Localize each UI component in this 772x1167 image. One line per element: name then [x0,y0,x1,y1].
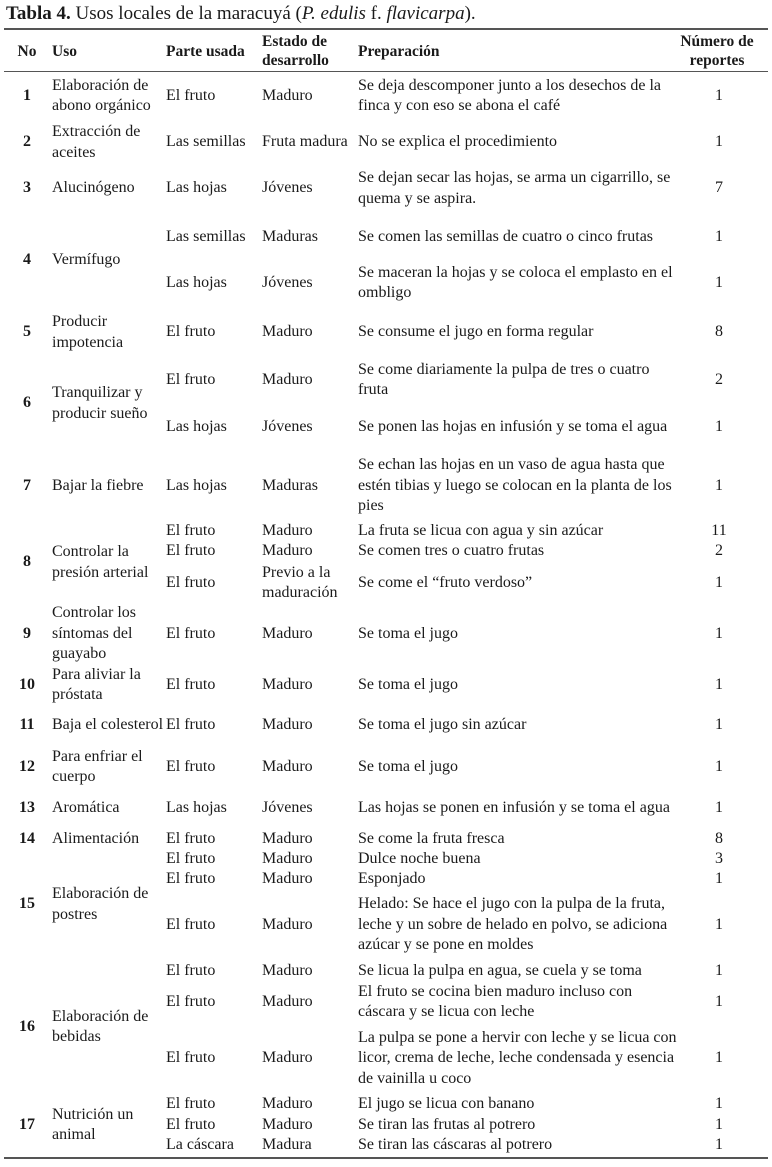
estado-cell-text: Maduro [262,849,313,867]
parte-usada-cell [166,849,260,869]
reportes-cell-text: 2 [715,542,723,560]
estado-cell-text: Maduro [262,522,313,540]
estado-cell-text: Maduro [262,675,313,693]
preparacion-cell [358,214,680,260]
estado-cell [262,451,356,521]
reportes-cell-text: 1 [715,1136,723,1154]
preparacion-cell [358,1135,680,1156]
row-number-text: 5 [23,323,31,341]
estado-cell [262,404,356,450]
reportes-cell [690,541,748,562]
uso-cell-text: Alucinógeno [52,179,135,197]
preparacion-cell-text: La pulpa se pone a hervir con leche y se licua con licor, crema de leche, leche condensada y esencia de vainilla u coco [358,1028,677,1087]
estado-cell-text: Jóvenes [262,179,313,197]
preparacion-cell [358,705,680,746]
estado-cell [262,121,356,164]
row-number-text: 6 [23,394,31,412]
preparacion-cell [358,869,680,890]
reportes-cell [690,1115,748,1135]
preparacion-cell [358,521,680,542]
reportes-cell [690,521,748,542]
reportes-cell-text: 1 [715,624,723,642]
parte-usada-cell-text: El fruto [166,1115,216,1133]
estado-cell-text: Maduro [262,1115,313,1133]
row-number-text: 13 [19,799,35,817]
caption-label: Tabla 4. [6,3,71,24]
estado-cell-text: Maduro [262,992,313,1010]
uso-cell [52,73,164,119]
preparacion-cell [358,357,680,403]
parte-usada-cell [166,562,260,604]
row-number [14,167,40,210]
preparacion-cell [358,829,680,849]
row-number-text: 15 [19,895,35,913]
preparacion-cell [358,890,680,960]
row-number [14,960,40,1094]
estado-cell-text: Maduro [262,624,313,642]
parte-usada-cell [166,167,260,210]
parte-usada-cell-text: El fruto [166,86,216,104]
reportes-cell-text: 1 [715,1115,723,1133]
row-number [14,849,40,960]
reportes-cell [690,788,748,829]
estado-cell-text: Maduro [262,1095,313,1113]
preparacion-cell [358,73,680,119]
uso-cell [52,214,164,306]
estado-cell [262,869,356,890]
row-number [14,604,40,664]
reportes-cell-text: 1 [715,133,723,151]
reportes-cell [690,1135,748,1156]
reportes-cell-text: 1 [715,915,723,933]
header-uso: Uso [52,42,77,60]
reportes-cell [690,167,748,210]
row-number [14,357,40,450]
uso-cell-text: Para aliviar la próstata [52,665,141,703]
parte-usada-cell [166,357,260,403]
estado-cell [262,1115,356,1135]
preparacion-cell-text: Se ponen las hojas en infusión y se toma el agua [358,417,668,435]
header-rule [4,71,768,72]
preparacion-cell-text: Se dejan secar las hojas, se arma un cigarrillo, se quema y se aspira. [358,169,671,207]
estado-cell [262,829,356,849]
parte-usada-cell [166,73,260,119]
reportes-cell [690,960,748,982]
row-number-text: 17 [19,1115,35,1133]
reportes-cell [690,260,748,306]
uso-cell [52,357,164,450]
preparacion-cell-text: Las hojas se ponen en infusión y se toma el agua [358,799,670,817]
preparacion-cell-text: La fruta se licua con agua y sin azúcar [358,522,604,540]
parte-usada-cell-text: Las hojas [166,799,227,817]
row-number [14,746,40,788]
preparacion-cell-text: Se consume el jugo en forma regular [358,323,594,341]
parte-usada-cell-text: El fruto [166,992,216,1010]
reportes-cell [690,705,748,746]
uso-cell-text: Nutrición un animal [52,1105,134,1143]
reportes-cell [690,451,748,521]
uso-cell-text: Elaboración de bebidas [52,1007,149,1045]
reportes-cell-text: 1 [715,273,723,291]
estado-cell [262,260,356,306]
reportes-cell [690,562,748,604]
table-caption: Tabla 4. Usos locales de la maracuyá (P. edulis f. flavicarpa). [6,3,476,24]
estado-cell-text: Maduro [262,1049,313,1067]
estado-cell [262,1094,356,1115]
parte-usada-cell [166,1094,260,1115]
row-number-text: 4 [23,250,31,268]
reportes-cell [690,1023,748,1094]
preparacion-cell-text: Se comen las semillas de cuatro o cinco frutas [358,227,654,245]
uso-cell-text: Controlar los síntomas del guayabo [52,604,136,663]
header-no: No [17,42,37,60]
uso-cell [52,604,164,664]
preparacion-cell-text: Se maceran la hojas y se coloca el emplasto en el ombligo [358,263,673,301]
reportes-cell [690,73,748,119]
preparacion-cell-text: Se toma el jugo sin azúcar [358,716,527,734]
row-number [14,121,40,164]
reportes-cell [690,829,748,849]
preparacion-cell [358,604,680,664]
reportes-cell-text: 1 [715,961,723,979]
uso-cell [52,664,164,706]
uso-cell [52,705,164,746]
header-parte: Parte usada [166,42,245,60]
uso-cell-text: Elaboración de postres [52,885,149,923]
row-number-text: 1 [23,86,31,104]
parte-usada-cell-text: Las hojas [166,476,227,494]
parte-usada-cell [166,404,260,450]
estado-cell [262,746,356,788]
preparacion-cell-text: Se toma el jugo [358,624,458,642]
preparacion-cell-text: Se toma el jugo [358,757,458,775]
preparacion-cell [358,260,680,306]
estado-cell-text: Maduro [262,323,313,341]
estado-cell [262,849,356,869]
uso-cell-text: Baja el colesterol [52,716,164,734]
preparacion-cell-text: Se deja descomponer junto a los desechos de la finca y con eso se abona el café [358,76,662,114]
parte-usada-cell [166,214,260,260]
uso-cell-text: Tranquilizar y producir sueño [52,384,148,422]
uso-cell [52,1094,164,1156]
reportes-cell [690,664,748,706]
reportes-cell-text: 1 [715,476,723,494]
reportes-cell-text: 1 [715,86,723,104]
row-number [14,73,40,119]
preparacion-cell-text: Helado: Se hace el jugo con la pulpa de la fruta, leche y un sobre de helado en polvo, se adiciona azúcar y se pone en moldes [358,895,668,954]
estado-cell-text: Fruta madura [262,133,348,151]
uso-cell [52,521,164,604]
uso-cell-text: Alimentación [52,829,140,847]
estado-cell [262,890,356,960]
preparacion-cell [358,311,680,354]
row-number-text: 2 [23,133,31,151]
preparacion-cell [358,562,680,604]
estado-cell-text: Jóvenes [262,417,313,435]
estado-cell [262,73,356,119]
preparacion-cell-text: No se explica el procedimiento [358,133,558,151]
row-number-text: 12 [19,757,35,775]
uso-cell-text: Vermífugo [52,250,121,268]
parte-usada-cell [166,260,260,306]
row-number-text: 14 [19,829,35,847]
reportes-cell-text: 8 [715,323,723,341]
parte-usada-cell [166,121,260,164]
reportes-cell-text: 1 [715,675,723,693]
preparacion-cell-text: Se toma el jugo [358,675,458,693]
reportes-cell [690,404,748,450]
parte-usada-cell [166,788,260,829]
estado-cell [262,562,356,604]
estado-cell [262,1023,356,1094]
parte-usada-cell-text: Las hojas [166,273,227,291]
reportes-cell-text: 1 [715,573,723,591]
parte-usada-cell-text: Las semillas [166,227,246,245]
preparacion-cell [358,541,680,562]
estado-cell-text: Maduro [262,370,313,388]
preparacion-cell-text: Esponjado [358,870,426,888]
row-number-text: 16 [19,1017,35,1035]
preparacion-cell [358,960,680,982]
uso-cell-text: Controlar la presión arterial [52,543,149,581]
parte-usada-cell-text: Las hojas [166,179,227,197]
reportes-cell [690,890,748,960]
uso-cell [52,311,164,354]
parte-usada-cell-text: El fruto [166,915,216,933]
reportes-cell [690,746,748,788]
row-number [14,521,40,604]
estado-cell-text: Jóvenes [262,273,313,291]
parte-usada-cell-text: El fruto [166,522,216,540]
reportes-cell-text: 1 [715,227,723,245]
uso-cell [52,849,164,960]
uso-cell [52,451,164,521]
row-number-text: 8 [23,553,31,571]
parte-usada-cell [166,869,260,890]
parte-usada-cell-text: El fruto [166,870,216,888]
estado-cell-text: Maduras [262,227,318,245]
reportes-cell-text: 8 [715,829,723,847]
preparacion-cell [358,121,680,164]
preparacion-cell-text: Se tiran las cáscaras al potrero [358,1136,553,1154]
parte-usada-cell [166,746,260,788]
reportes-cell-text: 1 [715,417,723,435]
parte-usada-cell [166,1115,260,1135]
parte-usada-cell [166,890,260,960]
parte-usada-cell-text: El fruto [166,323,216,341]
uso-cell-text: Producir impotencia [52,313,124,351]
uso-cell [52,121,164,164]
preparacion-cell [358,849,680,869]
preparacion-cell-text: Se tiran las frutas al potrero [358,1115,536,1133]
preparacion-cell [358,746,680,788]
preparacion-cell-text: El fruto se cocina bien maduro incluso con cáscara y se licua con leche [358,982,633,1020]
preparacion-cell [358,167,680,210]
estado-cell [262,311,356,354]
estado-cell-text: Maduro [262,829,313,847]
reportes-cell-text: 1 [715,716,723,734]
estado-cell-text: Jóvenes [262,799,313,817]
estado-cell-text: Maduro [262,86,313,104]
uso-cell [52,746,164,788]
estado-cell-text: Maduras [262,476,318,494]
parte-usada-cell-text: El fruto [166,542,216,560]
reportes-cell [690,849,748,869]
preparacion-cell [358,451,680,521]
row-number [14,311,40,354]
estado-cell [262,541,356,562]
row-number-text: 11 [19,716,35,734]
estado-cell [262,788,356,829]
parte-usada-cell [166,451,260,521]
estado-cell-text: Maduro [262,542,313,560]
reportes-cell [690,214,748,260]
parte-usada-cell-text: El fruto [166,573,216,591]
preparacion-cell-text: El jugo se licua con banano [358,1095,535,1113]
parte-usada-cell-text: El fruto [166,849,216,867]
preparacion-cell-text: Se echan las hojas en un vaso de agua hasta que estén tibias y luego se colocan en la planta de los pies [358,456,672,515]
preparacion-cell [358,1023,680,1094]
parte-usada-cell-text: El fruto [166,829,216,847]
parte-usada-cell-text: Las semillas [166,133,246,151]
reportes-cell-text: 1 [715,992,723,1010]
row-number [14,705,40,746]
uso-cell-text: Elaboración de abono orgánico [52,76,151,114]
reportes-cell [690,121,748,164]
reportes-cell [690,357,748,403]
parte-usada-cell [166,960,260,982]
parte-usada-cell [166,1023,260,1094]
header-estado: Estado de desarrollo [262,33,329,69]
parte-usada-cell-text: El fruto [166,675,216,693]
parte-usada-cell-text: El fruto [166,757,216,775]
row-number-text: 3 [23,179,31,197]
parte-usada-cell-text: El fruto [166,1095,216,1113]
estado-cell [262,705,356,746]
reportes-cell-text: 7 [715,179,723,197]
preparacion-cell [358,404,680,450]
parte-usada-cell-text: El fruto [166,624,216,642]
parte-usada-cell [166,981,260,1023]
row-number [14,214,40,306]
reportes-cell-text: 1 [715,1049,723,1067]
parte-usada-cell [166,1135,260,1156]
estado-cell-text: Madura [262,1136,312,1154]
row-number [14,829,40,849]
estado-cell-text: Previo a la maduración [262,563,338,601]
estado-cell-text: Maduro [262,870,313,888]
estado-cell [262,960,356,982]
top-rule [4,28,768,30]
parte-usada-cell [166,541,260,562]
parte-usada-cell-text: El fruto [166,1049,216,1067]
parte-usada-cell [166,664,260,706]
preparacion-cell-text: Se come el “fruto verdoso” [358,573,533,591]
uso-cell [52,167,164,210]
preparacion-cell-text: Se come diariamente la pulpa de tres o cuatro fruta [358,360,650,398]
estado-cell-text: Maduro [262,915,313,933]
preparacion-cell [358,788,680,829]
parte-usada-cell-text: El fruto [166,716,216,734]
parte-usada-cell-text: Las hojas [166,417,227,435]
row-number [14,788,40,829]
estado-cell [262,167,356,210]
reportes-cell-text: 2 [715,370,723,388]
uso-cell [52,960,164,1094]
estado-cell [262,214,356,260]
estado-cell [262,521,356,542]
preparacion-cell-text: Dulce noche buena [358,849,481,867]
row-number [14,664,40,706]
estado-cell-text: Maduro [262,716,313,734]
preparacion-cell-text: Se licua la pulpa en agua, se cuela y se toma [358,961,642,979]
reportes-cell-text: 1 [715,1095,723,1113]
preparacion-cell-text: Se comen tres o cuatro frutas [358,542,545,560]
uso-cell-text: Bajar la fiebre [52,476,144,494]
reportes-cell-text: 3 [715,849,723,867]
header-preparacion: Preparación [358,42,440,60]
estado-cell [262,981,356,1023]
preparacion-cell [358,1115,680,1135]
parte-usada-cell-text: El fruto [166,370,216,388]
reportes-cell [690,1094,748,1115]
row-number [14,451,40,521]
row-number-text: 7 [23,476,31,494]
uso-cell-text: Aromática [52,799,120,817]
parte-usada-cell-text: La cáscara [166,1136,234,1154]
row-number-text: 9 [23,624,31,642]
uso-cell-text: Para enfriar el cuerpo [52,747,143,785]
parte-usada-cell [166,829,260,849]
uso-cell [52,788,164,829]
reportes-cell-text: 1 [715,799,723,817]
reportes-cell [690,311,748,354]
preparacion-cell [358,981,680,1023]
parte-usada-cell [166,705,260,746]
preparacion-cell [358,1094,680,1115]
reportes-cell-text: 1 [715,870,723,888]
estado-cell-text: Maduro [262,961,313,979]
reportes-cell [690,604,748,664]
preparacion-cell [358,664,680,706]
header-numero: Número de reportes [680,33,754,69]
parte-usada-cell-text: El fruto [166,961,216,979]
estado-cell [262,357,356,403]
uso-cell-text: Extracción de aceites [52,123,141,161]
preparacion-cell-text: Se come la fruta fresca [358,829,505,847]
parte-usada-cell [166,311,260,354]
reportes-cell-text: 1 [715,757,723,775]
estado-cell [262,664,356,706]
uso-cell [52,829,164,849]
estado-cell-text: Maduro [262,757,313,775]
reportes-cell-text: 11 [711,522,727,540]
estado-cell [262,1135,356,1156]
row-number [14,1094,40,1156]
bottom-rule [4,1157,768,1159]
reportes-cell [690,981,748,1023]
parte-usada-cell [166,604,260,664]
reportes-cell [690,869,748,890]
parte-usada-cell [166,521,260,542]
estado-cell [262,604,356,664]
row-number-text: 10 [19,675,35,693]
